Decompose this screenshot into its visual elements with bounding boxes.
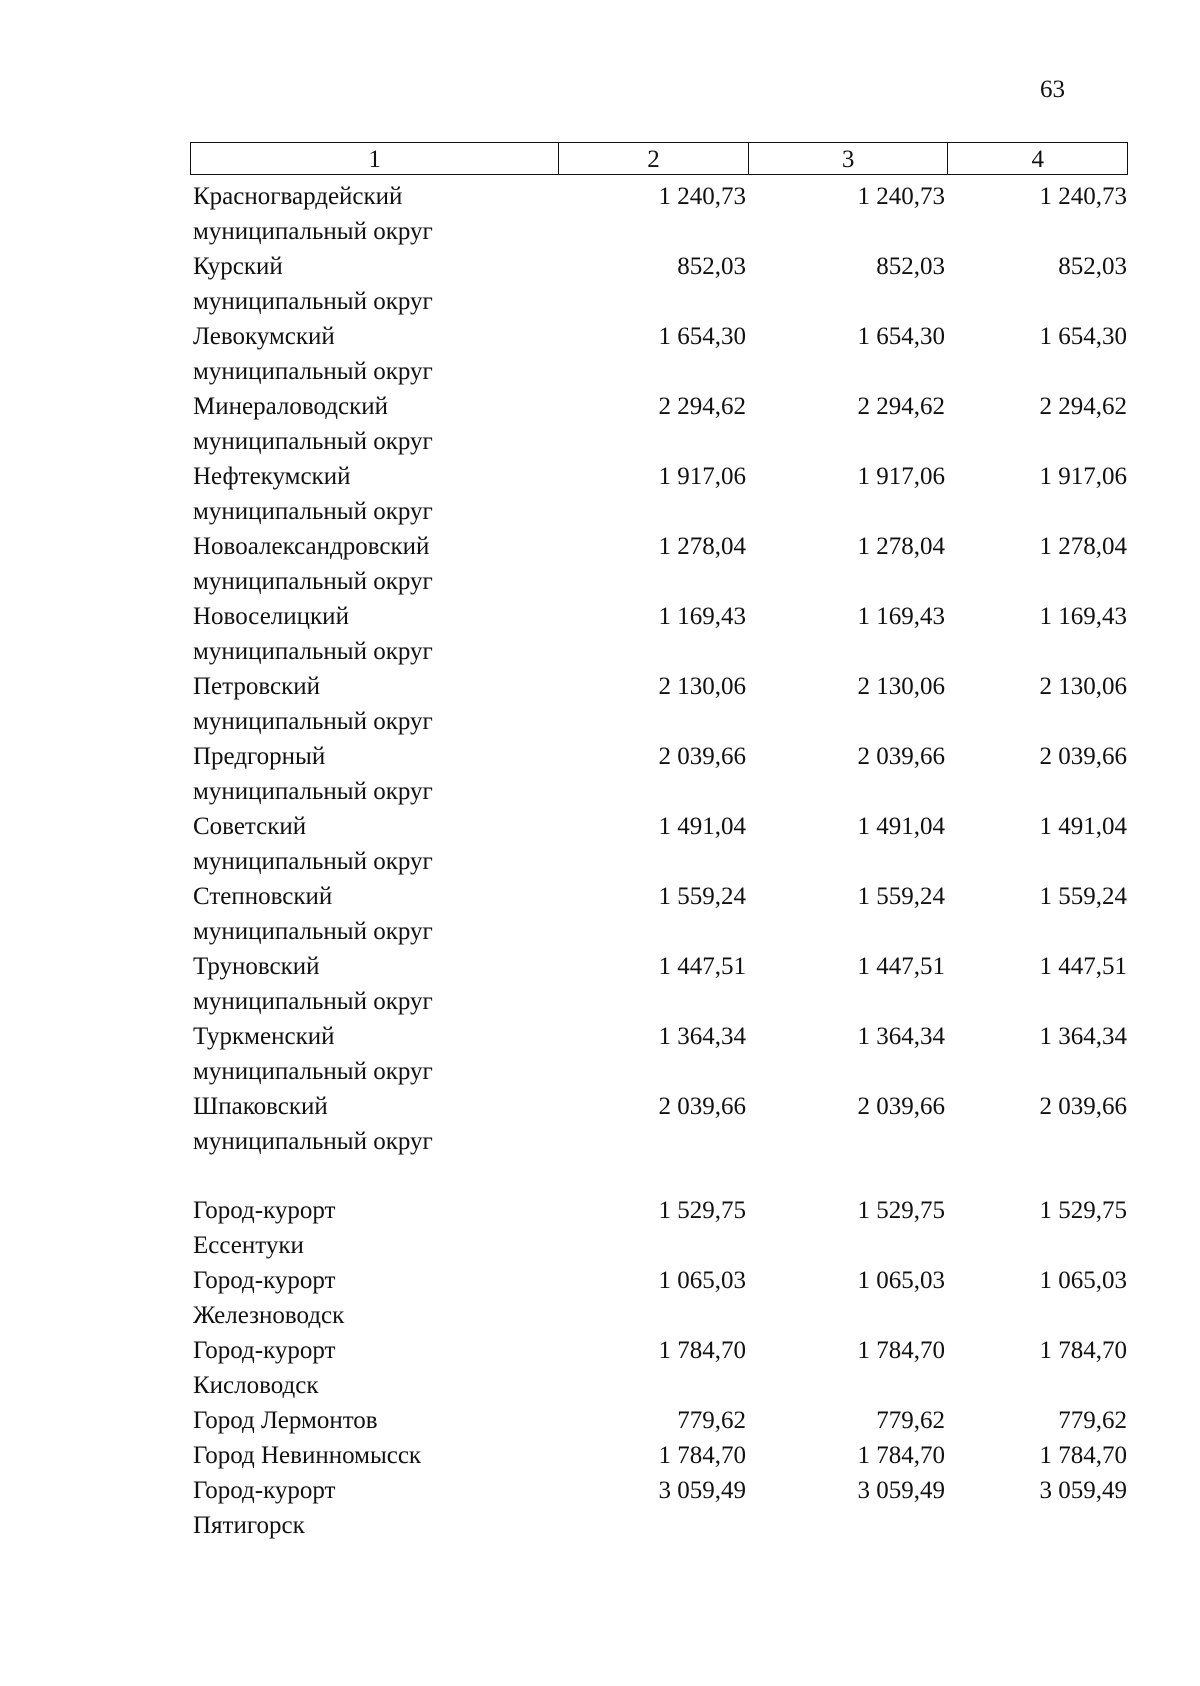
row-name: Левокумский муниципальный округ (193, 323, 433, 385)
row-name: Город Невинномысск (193, 1442, 422, 1469)
row-value-col-4: 2 294,62 (1039, 393, 1127, 420)
row-value-col-3: 3 059,49 (857, 1477, 945, 1504)
header-col-1: 1 (368, 146, 381, 173)
row-value-col-4: 1 784,70 (1039, 1442, 1127, 1469)
row-value-col-3: 1 917,06 (857, 463, 945, 490)
row-value-col-4: 1 065,03 (1039, 1267, 1127, 1294)
row-value-col-3: 1 065,03 (857, 1267, 945, 1294)
row-name: Минераловодский муниципальный округ (193, 393, 433, 455)
row-name: Нефтекумский муниципальный округ (193, 463, 433, 525)
row-value-col-2: 1 784,70 (658, 1337, 746, 1364)
row-name: Город-курорт Железноводск (193, 1267, 345, 1329)
row-value-col-2: 1 364,34 (658, 1023, 746, 1050)
table-header (190, 142, 1128, 175)
row-value-col-2: 852,03 (677, 253, 746, 280)
row-value-col-4: 1 784,70 (1039, 1337, 1127, 1364)
row-name: Предгорный муниципальный округ (193, 743, 433, 805)
row-value-col-4: 1 169,43 (1039, 603, 1127, 630)
row-value-col-2: 1 491,04 (658, 813, 746, 840)
row-name: Новоселицкий муниципальный округ (193, 603, 433, 665)
row-value-col-3: 2 130,06 (857, 673, 945, 700)
row-value-col-3: 1 784,70 (857, 1337, 945, 1364)
row-value-col-2: 1 654,30 (658, 323, 746, 350)
page-number: 63 (1040, 76, 1065, 103)
row-value-col-4: 1 364,34 (1039, 1023, 1127, 1050)
row-value-col-2: 1 278,04 (658, 533, 746, 560)
row-value-col-2: 1 784,70 (658, 1442, 746, 1469)
row-value-col-2: 2 130,06 (658, 673, 746, 700)
row-value-col-3: 1 278,04 (857, 533, 945, 560)
row-value-col-3: 1 529,75 (857, 1197, 945, 1224)
row-name: Петровский муниципальный округ (193, 673, 433, 735)
row-value-col-4: 1 654,30 (1039, 323, 1127, 350)
row-value-col-4: 1 529,75 (1039, 1197, 1127, 1224)
row-value-col-4: 779,62 (1058, 1407, 1127, 1434)
row-value-col-2: 779,62 (677, 1407, 746, 1434)
row-value-col-2: 2 294,62 (658, 393, 746, 420)
row-value-col-4: 1 491,04 (1039, 813, 1127, 840)
row-value-col-2: 1 065,03 (658, 1267, 746, 1294)
row-value-col-2: 1 447,51 (658, 953, 746, 980)
row-value-col-3: 1 447,51 (857, 953, 945, 980)
row-value-col-4: 2 039,66 (1039, 743, 1127, 770)
row-name: Труновский муниципальный округ (193, 953, 433, 1015)
row-value-col-2: 3 059,49 (658, 1477, 746, 1504)
row-name: Туркменский муниципальный округ (193, 1023, 433, 1085)
row-value-col-2: 1 559,24 (658, 883, 746, 910)
row-value-col-3: 1 169,43 (857, 603, 945, 630)
header-col-2: 2 (558, 143, 748, 174)
row-name: Город-курорт Пятигорск (193, 1477, 336, 1539)
row-value-col-2: 1 529,75 (658, 1197, 746, 1224)
row-name: Советский муниципальный округ (193, 813, 433, 875)
row-value-col-4: 1 240,73 (1039, 183, 1127, 210)
row-name: Степновский муниципальный округ (193, 883, 433, 945)
row-value-col-3: 2 294,62 (857, 393, 945, 420)
row-value-col-2: 1 917,06 (658, 463, 746, 490)
row-name: Шпаковский муниципальный округ (193, 1093, 433, 1155)
row-name: Город-курорт Ессентуки (193, 1197, 336, 1259)
header-col-3: 3 (748, 143, 948, 174)
row-value-col-3: 1 784,70 (857, 1442, 945, 1469)
row-value-col-3: 2 039,66 (857, 1093, 945, 1120)
row-name: Курский муниципальный округ (193, 253, 433, 315)
row-value-col-2: 2 039,66 (658, 743, 746, 770)
row-value-col-4: 2 130,06 (1039, 673, 1127, 700)
row-value-col-3: 2 039,66 (857, 743, 945, 770)
row-value-col-3: 1 240,73 (857, 183, 945, 210)
row-value-col-3: 1 559,24 (857, 883, 945, 910)
row-value-col-4: 1 559,24 (1039, 883, 1127, 910)
header-col-4: 4 (947, 143, 1127, 174)
row-value-col-3: 779,62 (876, 1407, 945, 1434)
row-value-col-4: 1 917,06 (1039, 463, 1127, 490)
row-value-col-4: 3 059,49 (1039, 1477, 1127, 1504)
row-value-col-3: 1 491,04 (857, 813, 945, 840)
row-value-col-4: 852,03 (1058, 253, 1127, 280)
row-value-col-2: 2 039,66 (658, 1093, 746, 1120)
row-value-col-3: 852,03 (876, 253, 945, 280)
row-name: Город Лермонтов (193, 1407, 378, 1434)
row-value-col-3: 1 654,30 (857, 323, 945, 350)
row-name: Город-курорт Кисловодск (193, 1337, 336, 1399)
row-value-col-4: 1 278,04 (1039, 533, 1127, 560)
row-name: Красногвардейский муниципальный округ (193, 183, 433, 245)
row-value-col-3: 1 364,34 (857, 1023, 945, 1050)
row-value-col-2: 1 169,43 (658, 603, 746, 630)
row-value-col-2: 1 240,73 (658, 183, 746, 210)
row-name: Новоалександровский муниципальный округ (193, 533, 433, 595)
row-value-col-4: 2 039,66 (1039, 1093, 1127, 1120)
row-value-col-4: 1 447,51 (1039, 953, 1127, 980)
